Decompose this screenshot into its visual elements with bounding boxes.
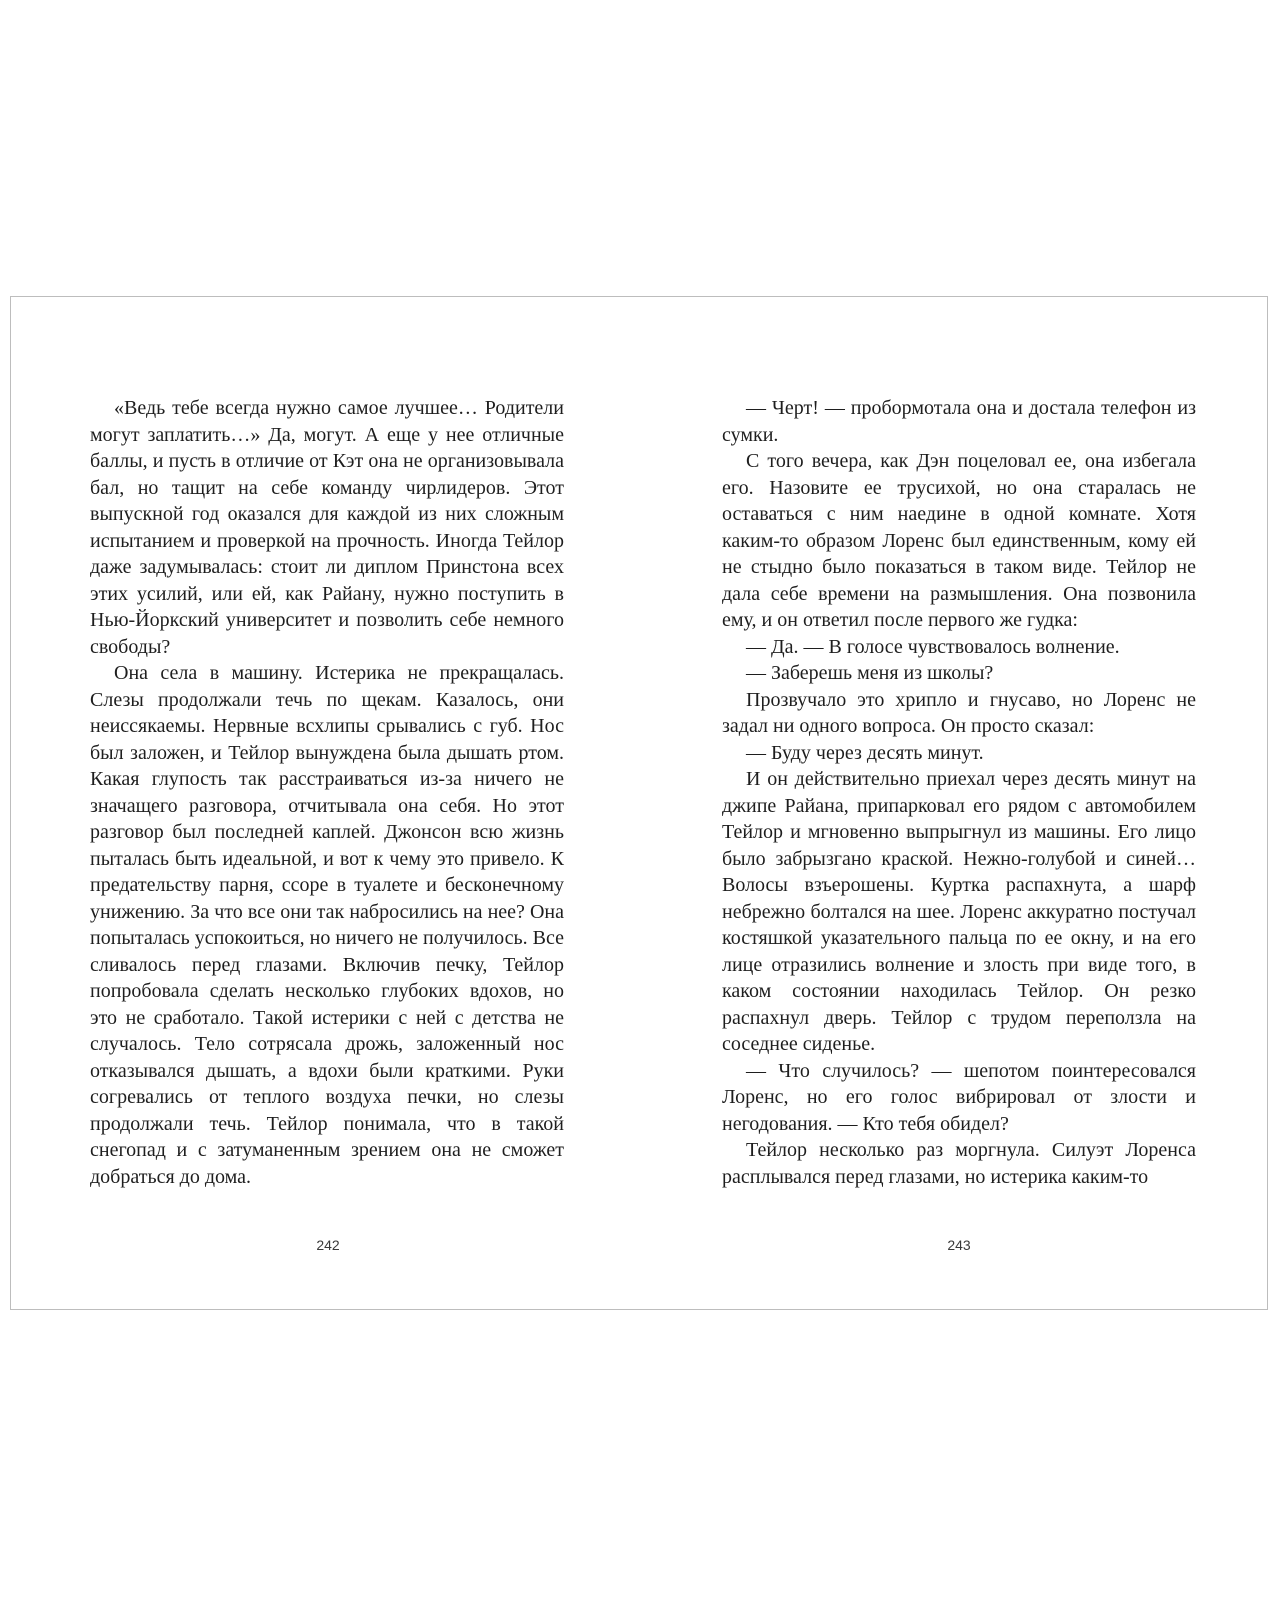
- paragraph: С того вечера, как Дэн поцеловал ее, она избегала его. Назовите ее трусихой, но она старалась не оставаться с ним наедине в одной комнате. Хотя каким-то образом Лоренс был единственным, кому ей не стыдно было показаться в таком виде. Тейлор не дала себе времени на размышления. Она позвонила ему, и он ответил после первого же гудка:: [722, 450, 1196, 631]
- paragraph: Тейлор несколько раз моргнула. Силуэт Лоренса расплывался перед глазами, но истерика каким-то: [722, 1139, 1196, 1188]
- left-page: [90, 395, 564, 1190]
- left-page-text: [90, 395, 564, 1190]
- paragraph: Она села в машину. Истерика не прекращалась. Слезы продолжали течь по щекам. Казалось, они неиссякаемы. Нервные всхлипы срывались с губ. Нос был заложен, и Тейлор вынуждена была дышать ртом. Какая глупость так расстраиваться из-за ничего не значащего разговора, отчитывала она себя. Но этот разговор был последней каплей. Джонсон всю жизнь пыталась быть идеальной, и вот к чему это привело. К предательству парня, ссоре в туалете и бесконечному унижению. За что все они так набросились на нее? Она попыталась успокоиться, но ничего не получилось. Все сливалось перед глазами. Включив печку, Тейлор попробовала сделать несколько глубоких вдохов, но это не сработало. Такой истерики с ней с детства не случалось. Тело сотрясала дрожь, заложенный нос отказывался дышать, а вдохи были краткими. Руки согревались от теплого воздуха печки, но слезы продолжали течь. Тейлор понимала, что в такой снегопад и с затуманенным зрением она не сможет добраться до дома.: [90, 662, 564, 1188]
- paragraph: — Черт! — пробормотала она и достала телефон из сумки.: [722, 397, 1196, 446]
- paragraph: — Буду через десять минут.: [746, 741, 984, 764]
- paragraph: Прозвучало это хрипло и гнусаво, но Лоренс не задал ни одного вопроса. Он просто сказал:: [722, 688, 1196, 737]
- paragraph: И он действительно приехал через десять минут на джипе Райана, припарковал его рядом с автомобилем Тейлор и мгновенно выпрыгнул из машины. Его лицо было забрызгано краской. Нежно-голубой и синей… Волосы взъерошены. Куртка распахнута, а шарф небрежно болтался на шее. Лоренс аккуратно постучал костяшкой указательного пальца по ее окну, и на его лице отразились волнение и злость при виде того, в каком состоянии находилась Тейлор. Он резко распахнул дверь. Тейлор с трудом переползла на соседнее сиденье.: [722, 768, 1196, 1055]
- page-number-left: 242: [316, 1237, 340, 1253]
- right-page: [722, 395, 1196, 1190]
- page-number-right: 243: [947, 1237, 971, 1253]
- paragraph: «Ведь тебе всегда нужно самое лучшее… Родители могут заплатить…» Да, могут. А еще у нее отличные баллы, и пусть в отличие от Кэт она не организовывала бал, но тащит на себе команду чирлидеров. Этот выпускной год оказался для каждой из них сложным испытанием и проверкой на прочность. Иногда Тейлор даже задумывалась: стоит ли диплом Принстона всех этих усилий, или ей, как Райану, нужно поступить в Нью-Йоркский университет и позволить себе немного свободы?: [90, 397, 564, 658]
- paragraph: — Заберешь меня из школы?: [746, 662, 994, 684]
- right-page-text: [722, 395, 1196, 1190]
- book-spread: [10, 296, 1268, 1310]
- paragraph: — Что случилось? — шепотом поинтересовался Лоренс, но его голос вибрировал от злости и негодования. — Кто тебя обидел?: [722, 1059, 1196, 1135]
- paragraph: — Да. — В голосе чувствовалось волнение.: [746, 635, 1120, 658]
